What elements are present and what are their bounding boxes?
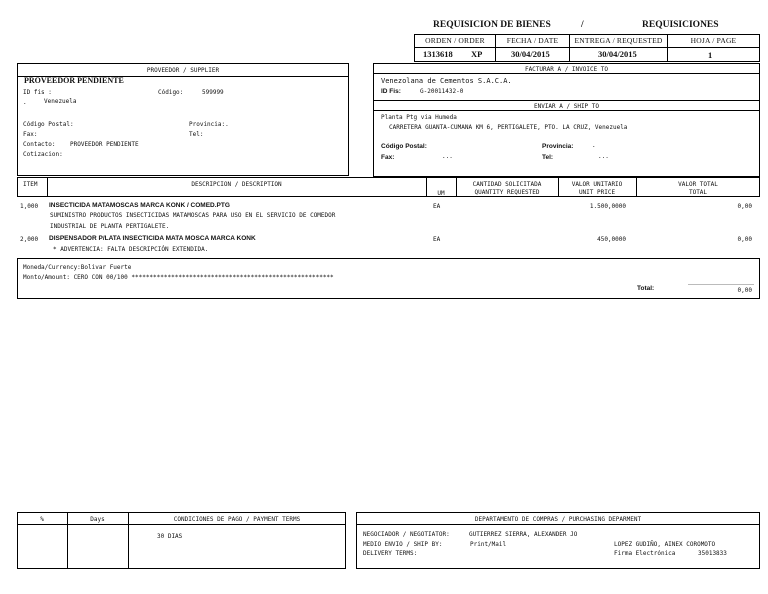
requested-date: 30/04/2015	[598, 49, 637, 59]
col-item: ITEM	[23, 181, 38, 188]
supplier-idfis-label: ID fis :	[23, 89, 52, 96]
row1-desc-1: SUMINISTRO PRODUCTOS INSECTICIDAS MATAMOSCAS PARA USO EN EL SERVICIO DE COMEDOR	[50, 212, 336, 219]
row1-um: EA	[433, 203, 441, 210]
total-value: 0,00	[737, 287, 752, 294]
ship-provincia-label: Provincia:	[542, 143, 574, 150]
order-number: 1313618	[423, 49, 453, 59]
ship-fax-label: Fax:	[381, 154, 395, 161]
col-qty-1: CANTIDAD SOLICITADA	[472, 181, 542, 188]
invoice-idfis-value: G-20011432-0	[420, 88, 464, 95]
row1-unit-price: 1.500,0000	[589, 203, 626, 210]
ship-plant: Planta Ptg via Humeda	[381, 114, 457, 121]
col-unit-1: VALOR UNITARIO	[571, 181, 623, 188]
divider	[356, 524, 760, 525]
invoice-company: Venezolana de Cementos S.A.C.A.	[381, 77, 512, 85]
ship-by-value: Print/Mail	[470, 541, 507, 548]
signer-name: LOPEZ GUDIÑO, AINEX COROMOTO	[614, 541, 716, 548]
page-number: 1	[708, 50, 713, 60]
doc-subtitle: REQUISICIONES	[642, 20, 719, 30]
purchasing-label: DEPARTAMENTO DE COMPRAS / PURCHASING DEPARMENT	[474, 516, 642, 523]
supplier-name: PROVEEDOR PENDIENTE	[24, 76, 124, 85]
ship-label: ENVIAR A / SHIP TO	[533, 103, 600, 110]
row1-total: 0,00	[737, 203, 752, 210]
ship-fax-value: ...	[442, 153, 453, 160]
row1-title: INSECTICIDA MATAMOSCAS MARCA KONK / COMED.PTG	[49, 202, 230, 209]
row2-unit-price: 450,0000	[597, 236, 626, 243]
supplier-fax-label: Fax:	[23, 131, 38, 138]
col-unit-2: UNIT PRICE	[578, 189, 616, 196]
col-total-2: TOTAL	[688, 189, 708, 196]
ship-address: CARRETERA GUANTA-CUMANA KM 6, PERTIGALETE, PTO. LA CRUZ, Venezuela	[389, 124, 628, 131]
signature-label: Firma Electrónica	[614, 550, 676, 557]
doc-title-separator: /	[581, 20, 584, 30]
payment-pct-header: %	[40, 516, 44, 523]
delivery-terms-label: DELIVERY TERMS:	[363, 550, 418, 557]
col-description: DESCRIPCION / DESCRIPTION	[191, 181, 282, 188]
amount-line: Monto/Amount: CERO CON 00/100 ********************************************************	[23, 274, 334, 281]
supplier-provincia-label: Provincia:.	[189, 121, 229, 128]
signature-value: 35013833	[698, 550, 727, 557]
payment-terms-value: 30 DIAS	[157, 533, 183, 540]
negotiator-value: GUTIERREZ SIERRA, ALEXANDER JO	[469, 531, 578, 538]
supplier-code-value: 599999	[202, 89, 224, 96]
page-cell	[667, 47, 760, 62]
order-date: 30/04/2015	[511, 49, 550, 59]
col-total-1: VALOR TOTAL	[678, 181, 718, 188]
supplier-country-prefix: .	[23, 99, 27, 106]
supplier-contact-value: PROVEEDOR PENDIENTE	[70, 141, 139, 148]
row2-um: EA	[433, 236, 441, 243]
ship-tel-value: ...	[598, 153, 609, 160]
supplier-code-label: Código:	[158, 89, 184, 96]
row1-qty: 1,000	[20, 203, 39, 210]
page-header: HOJA / PAGE	[667, 34, 760, 48]
total-label: Total:	[637, 285, 655, 292]
invoice-label: FACTURAR A / INVOICE TO	[524, 66, 609, 73]
payment-days-header: Days	[90, 516, 105, 523]
row2-qty: 2,000	[20, 236, 39, 243]
supplier-postal-label: Código Postal:	[23, 121, 74, 128]
col-um: UM	[437, 190, 445, 197]
supplier-quotation-label: Cotizacion:	[23, 151, 63, 158]
currency-line: Moneda/Currency:Bolivar Fuerte	[23, 264, 132, 271]
requested-header: ENTREGA / REQUESTED	[569, 34, 668, 48]
row2-desc-1: * ADVERTENCIA: FALTA DESCRIPCIÓN EXTENDIDA.	[53, 246, 209, 253]
doc-title: REQUISICION DE BIENES	[433, 20, 551, 30]
ship-tel-label: Tel:	[542, 154, 554, 161]
supplier-contact-label: Contacto:	[23, 141, 56, 148]
payment-terms-header: CONDICIONES DE PAGO / PAYMENT TERMS	[173, 516, 301, 523]
total-rule	[688, 284, 754, 285]
row1-desc-2: INDUSTRIAL DE PLANTA PERTIGALETE.	[50, 223, 170, 230]
ship-provincia-value: .	[592, 142, 596, 149]
row2-total: 0,00	[737, 236, 752, 243]
row2-title: DISPENSADOR P/LATA INSECTICIDA MATA MOSCA MARCA KONK	[49, 235, 256, 242]
col-qty-2: QUANTITY REQUESTED	[474, 189, 540, 196]
invoice-idfis-label: ID Fis:	[381, 88, 401, 95]
supplier-label: PROVEEDOR / SUPPLIER	[146, 67, 220, 74]
supplier-tel-label: Tel:	[189, 131, 204, 138]
negotiator-label: NEGOCIADOR / NEGOTIATOR:	[363, 531, 450, 538]
ship-by-label: MEDIO ENVIO / SHIP BY:	[363, 541, 443, 548]
order-type: XP	[471, 49, 483, 59]
supplier-country: Venezuela	[44, 98, 77, 105]
ship-postal-label: Código Postal:	[381, 143, 427, 150]
order-header: ORDEN / ORDER	[414, 34, 496, 48]
date-header: FECHA / DATE	[495, 34, 570, 48]
